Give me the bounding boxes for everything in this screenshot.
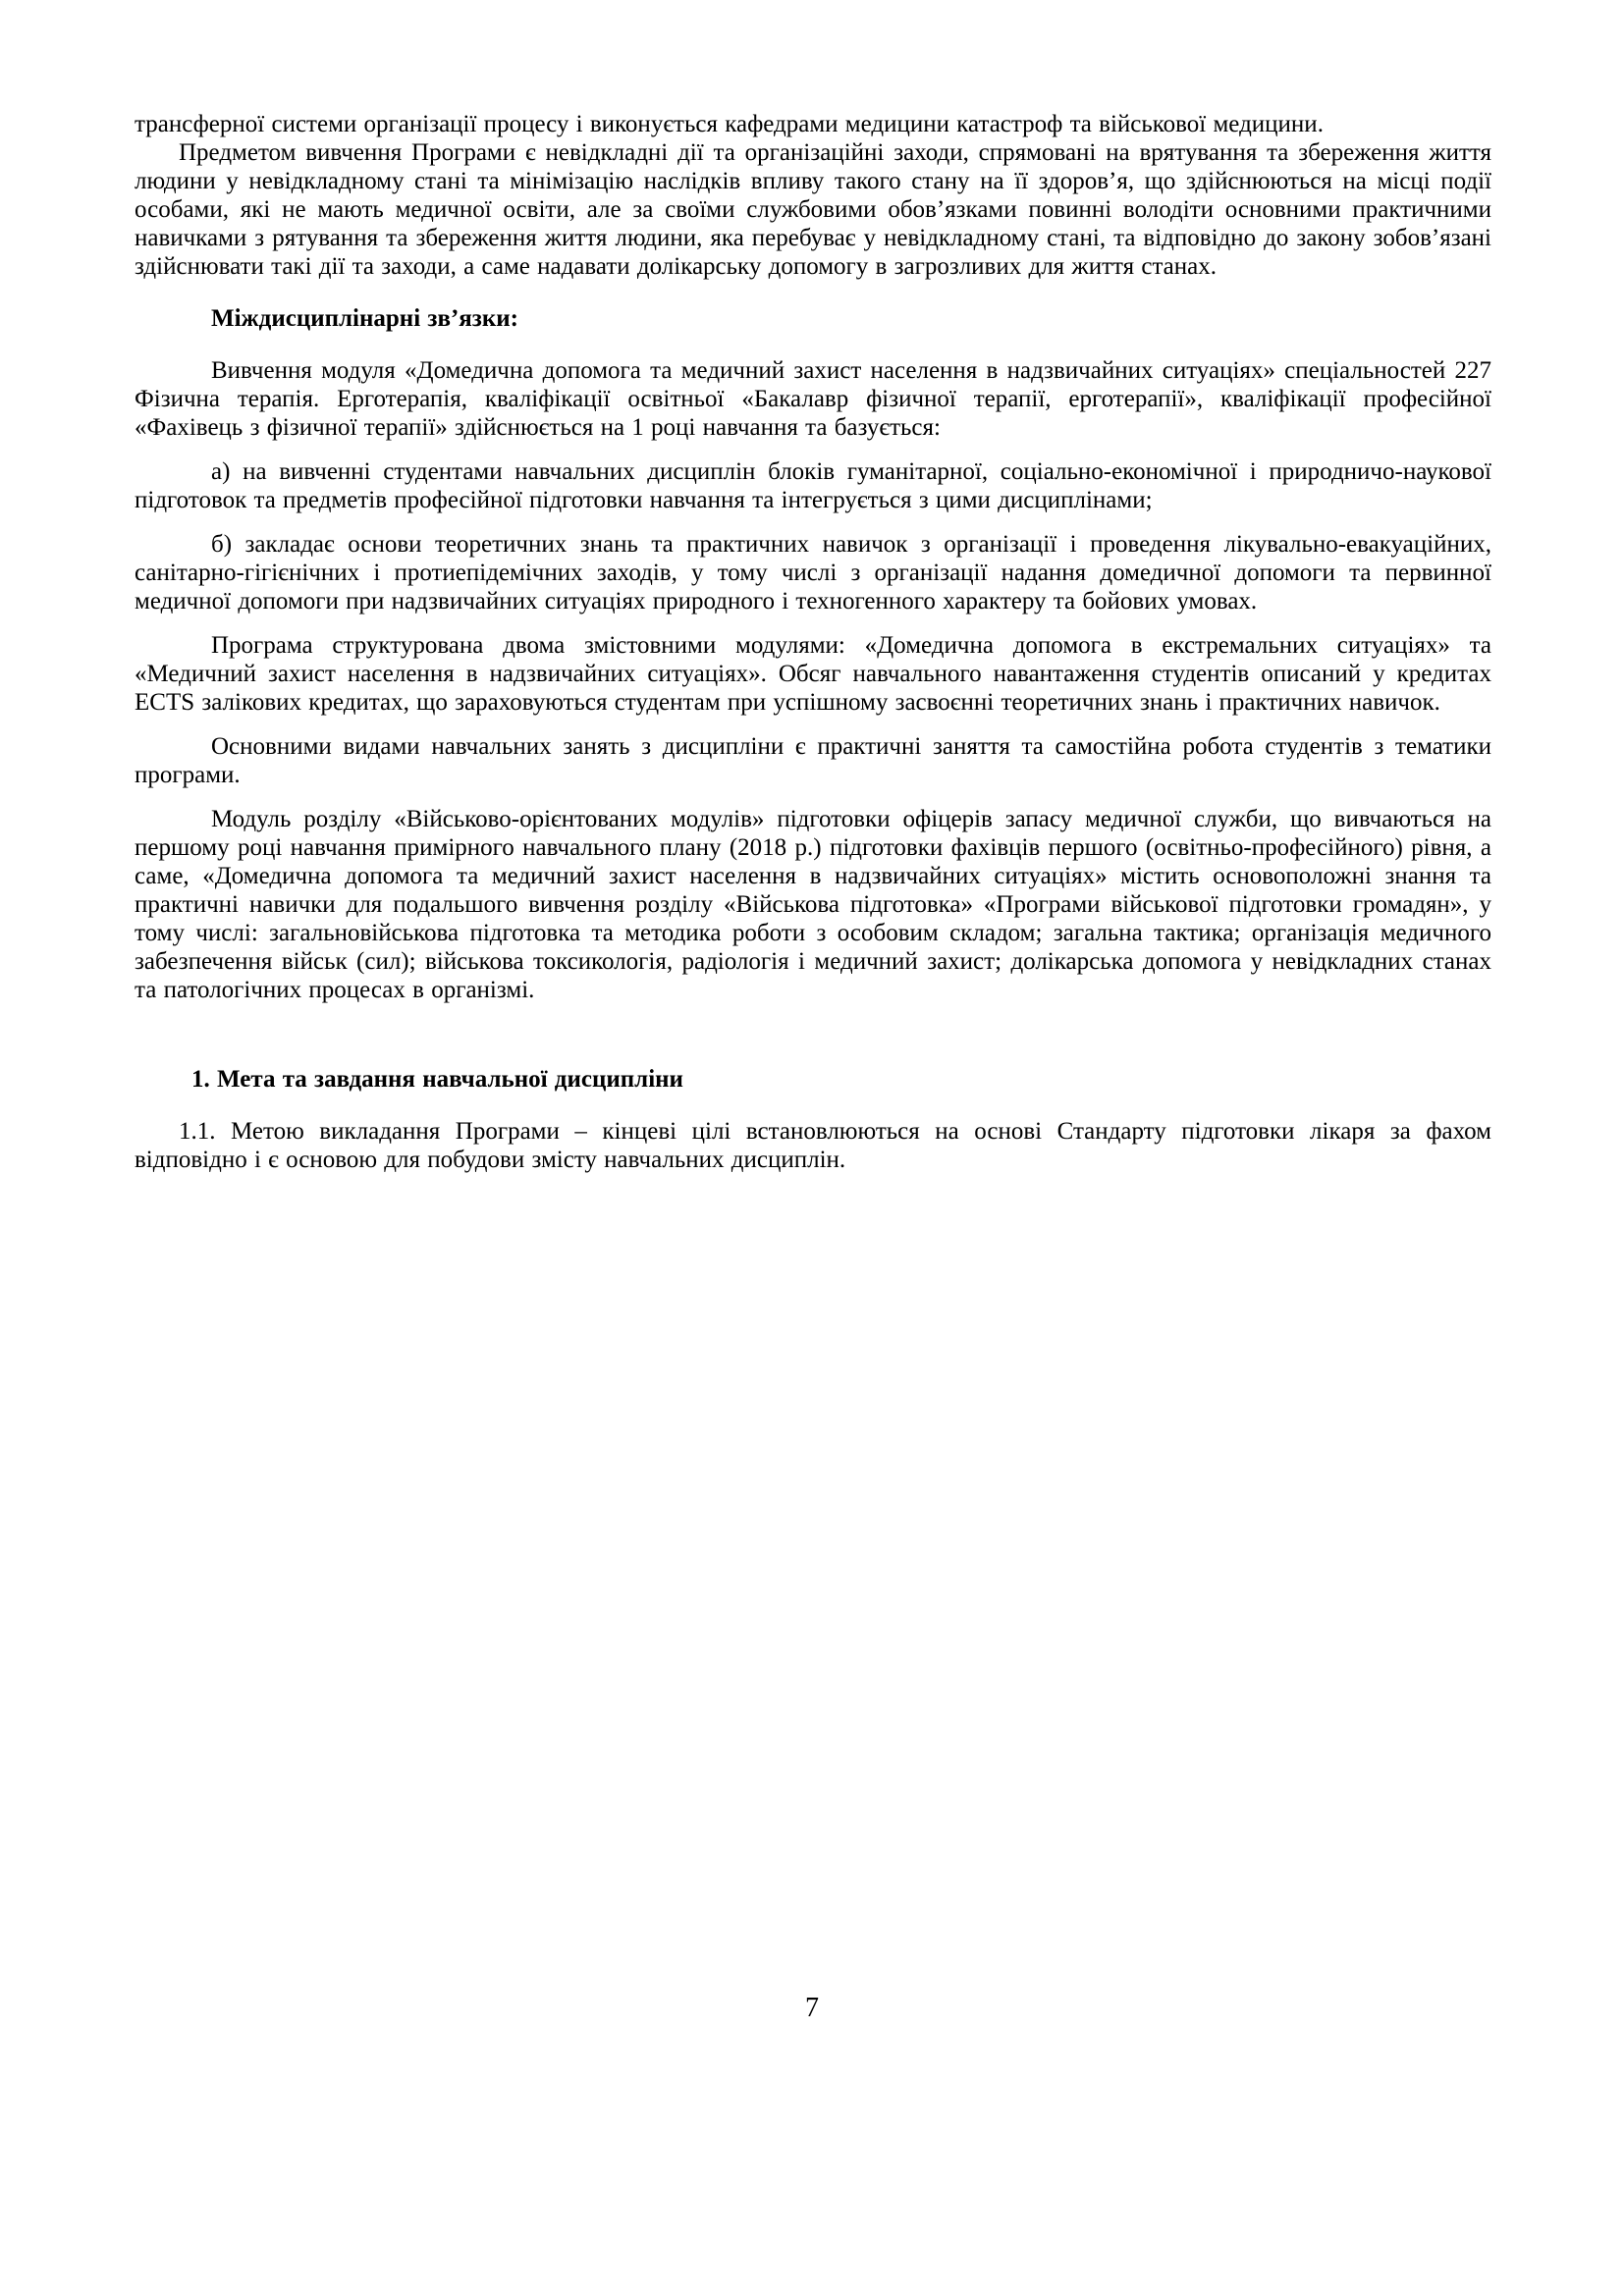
- paragraph-military-module: Модуль розділу «Військово-орієнтованих модулів» підготовки офіцерів запасу медичної служби, що вивчаються на першому році навчання примірного навчального плану (2018 р.) підготовки фахівців першого (освітньо-професійного) рівня, а саме, «Домедична допомога та медичний захист населення в надзвичайних ситуаціях» містить основоположні знання та практичні навички для подальшого вивчення розділу «Військова підготовка» «Програми військової підготовки громадян», у тому числі: загальновійськова підготовка та методика роботи з особовим складом; загальна тактика; організація медичного забезпечення військ (сил); військова токсикологія, радіологія і медичний захист; долікарська допомога у невідкладних станах та патологічних процесах в організмі.: [135, 806, 1491, 1003]
- paragraph-item-a: а) на вивченні студентами навчальних дисциплін блоків гуманітарної, соціально-економічної і природничо-наукової підготовок та предметів професійної підготовки навчання та інтегрується з цими дисциплінами;: [135, 458, 1491, 513]
- paragraph-program-structure: Програма структурована двома змістовними модулями: «Домедична допомога в екстремальних ситуаціях» та «Медичний захист населення в надзвичайних ситуаціях». Обсяг навчального навантаження студентів описаний у кредитах ECTS залікових кредитах, що зараховуються студентам при успішному засвоєнні теоретичних знань і практичних навичок.: [135, 632, 1491, 716]
- page-number: 7: [805, 1993, 819, 2023]
- heading-interdisciplinary-links: Міждисциплінарні зв’язки:: [211, 305, 518, 332]
- paragraph-subject: Предметом вивчення Програми є невідкладні дії та організаційні заходи, спрямовані на врятування та збереження життя людини у невідкладному стані та мінімізацію наслідків впливу такого стану на її здоров’я, що здійснюються на місці події особами, які не мають медичної освіти, але за своїми службовими обов’язками повинні володіти основними практичними навичками з рятування та збереження життя людини, яка перебуває у невідкладному стані, та відповідно до закону зобов’язані здійснювати такі дії та заходи, а саме надавати долікарську допомогу в загрозливих для життя станах.: [135, 139, 1491, 280]
- paragraph-module-study: Вивчення модуля «Домедична допомога та медичний захист населення в надзвичайних ситуаціях» спеціальностей 227 Фізична терапія. Ерготерапія, кваліфікації освітньої «Бакалавр фізичної терапії, ерготерапії», кваліфікації професійної «Фахівець з фізичної терапії» здійснюється на 1 році навчання та базується:: [135, 357, 1491, 441]
- page-content: [135, 110, 1491, 1174]
- paragraph-continuation: трансферної системи організації процесу і виконується кафедрами медицини катастроф та військової медицини.: [135, 111, 1324, 137]
- paragraph-1-1-goal: 1.1. Метою викладання Програми – кінцеві цілі встановлюються на основі Стандарту підготовки лікаря за фахом відповідно і є основою для побудови змісту навчальних дисциплін.: [135, 1118, 1491, 1173]
- heading-section-1-goal: 1. Мета та завдання навчальної дисципліни: [191, 1066, 683, 1093]
- paragraph-class-types: Основними видами навчальних занять з дисципліни є практичні заняття та самостійна робота студентів з тематики програми.: [135, 733, 1491, 788]
- paragraph-item-b: б) закладає основи теоретичних знань та практичних навичок з організації і проведення лікувально-евакуаційних, санітарно-гігієнічних і протиепідемічних заходів, у тому числі з організації надання домедичної допомоги та первинної медичної допомоги при надзвичайних ситуаціях природного і техногенного характеру та бойових умовах.: [135, 531, 1491, 614]
